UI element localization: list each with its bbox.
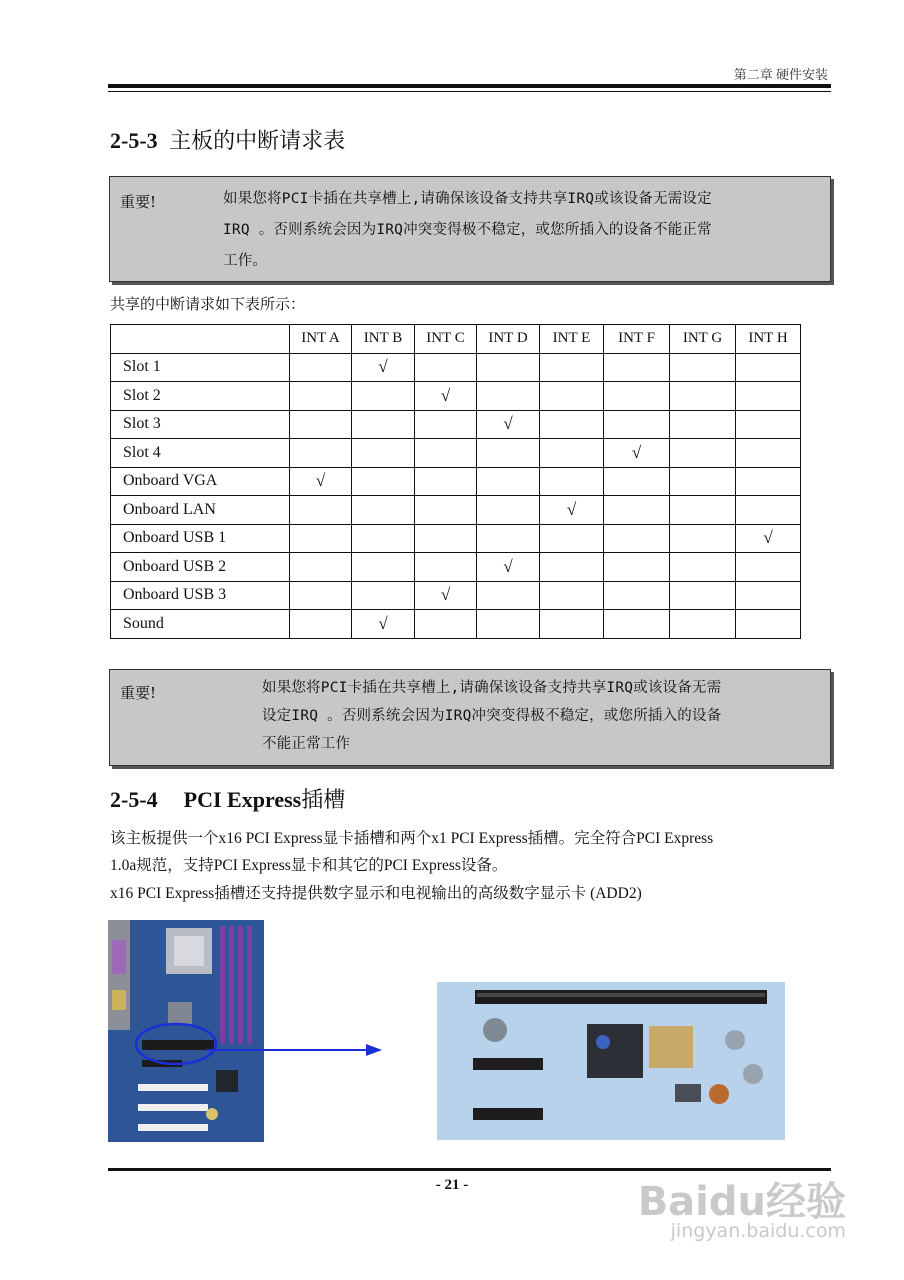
note-1-body xyxy=(223,184,828,277)
table-cell xyxy=(540,353,604,382)
table-cell xyxy=(290,610,352,639)
table-cell xyxy=(736,496,801,525)
table-cell: √ xyxy=(477,553,540,582)
note-2-line: 不能正常工作 xyxy=(262,736,351,752)
note-2-label: 重要! xyxy=(120,684,157,702)
table-cell xyxy=(290,410,352,439)
table-cell xyxy=(477,353,540,382)
table-cell xyxy=(736,467,801,496)
pointer-arrow-icon xyxy=(206,1040,386,1060)
header-rule-thin xyxy=(108,91,831,92)
table-cell xyxy=(415,496,477,525)
table-cell xyxy=(540,439,604,468)
column-header: INT D xyxy=(477,325,540,354)
table-cell xyxy=(670,581,736,610)
note-2-line: 如果您将PCI卡插在共享槽上,请确保该设备支持共享IRQ或该设备无需 xyxy=(262,680,722,696)
table-cell xyxy=(415,467,477,496)
note-2-line: 设定IRQ 。否则系统会因为IRQ冲突变得极不稳定，或您所插入的设备 xyxy=(262,708,722,724)
table-cell xyxy=(604,410,670,439)
table-row xyxy=(111,410,801,439)
irq-table xyxy=(110,324,801,639)
table-cell xyxy=(477,382,540,411)
motherboard-drawing xyxy=(108,920,264,1142)
table-cell xyxy=(736,439,801,468)
table-cell xyxy=(352,496,415,525)
table-cell xyxy=(477,581,540,610)
header-rule-thick xyxy=(108,84,831,88)
row-label: Slot 3 xyxy=(111,410,290,439)
table-cell xyxy=(290,524,352,553)
table-cell xyxy=(540,382,604,411)
note-1-line: 工作。 xyxy=(223,253,268,269)
section-253-number: 2-5-3 xyxy=(110,128,158,153)
table-cell: √ xyxy=(290,467,352,496)
table-cell xyxy=(290,439,352,468)
important-note-1 xyxy=(109,176,831,282)
table-cell xyxy=(352,410,415,439)
header-corner xyxy=(111,325,290,354)
table-cell: √ xyxy=(415,382,477,411)
column-header: INT E xyxy=(540,325,604,354)
row-label: Onboard USB 1 xyxy=(111,524,290,553)
table-cell xyxy=(736,382,801,411)
table-cell xyxy=(540,553,604,582)
motherboard-image xyxy=(108,920,264,1142)
table-cell xyxy=(352,382,415,411)
table-cell xyxy=(290,382,352,411)
table-cell xyxy=(670,553,736,582)
column-header: INT H xyxy=(736,325,801,354)
table-cell xyxy=(604,581,670,610)
table-cell xyxy=(477,467,540,496)
table-cell xyxy=(290,353,352,382)
table-cell xyxy=(415,439,477,468)
table-cell xyxy=(736,410,801,439)
table-cell xyxy=(604,553,670,582)
chapter-header: 第二章 硬件安装 xyxy=(733,67,828,82)
page-number: - 21 - xyxy=(435,1177,469,1193)
note-1-label: 重要! xyxy=(120,193,157,211)
row-label: Slot 2 xyxy=(111,382,290,411)
column-header: INT A xyxy=(290,325,352,354)
table-cell xyxy=(736,353,801,382)
table-cell xyxy=(290,496,352,525)
table-cell xyxy=(604,353,670,382)
row-label: Slot 4 xyxy=(111,439,290,468)
table-cell: √ xyxy=(477,410,540,439)
row-label: Slot 1 xyxy=(111,353,290,382)
table-cell xyxy=(415,553,477,582)
table-cell xyxy=(670,439,736,468)
table-row xyxy=(111,382,801,411)
paragraph-line: x16 PCI Express插槽还支持提供数字显示和电视输出的高级数字显示卡 (ADD2) xyxy=(110,885,642,902)
section-254-number: 2-5-4 xyxy=(110,787,158,812)
table-row xyxy=(111,496,801,525)
table-row xyxy=(111,524,801,553)
table-row xyxy=(111,439,801,468)
important-note-2 xyxy=(109,669,831,766)
baidu-watermark-logo: Baidu经验 xyxy=(637,1179,846,1225)
section-254-title-latin: PCI Express xyxy=(183,787,302,812)
table-cell xyxy=(540,581,604,610)
table-cell xyxy=(415,610,477,639)
table-cell xyxy=(290,553,352,582)
table-cell xyxy=(352,524,415,553)
table-cell xyxy=(540,410,604,439)
table-cell xyxy=(670,496,736,525)
table-cell xyxy=(670,353,736,382)
note-1-line: 如果您将PCI卡插在共享槽上,请确保该设备支持共享IRQ或该设备无需设定 xyxy=(223,191,712,207)
table-cell xyxy=(736,581,801,610)
row-label: Onboard USB 3 xyxy=(111,581,290,610)
table-cell xyxy=(670,410,736,439)
table-cell xyxy=(352,467,415,496)
table-cell: √ xyxy=(415,581,477,610)
table-cell xyxy=(415,410,477,439)
table-row xyxy=(111,353,801,382)
table-cell xyxy=(670,610,736,639)
note-1-line: IRQ 。否则系统会因为IRQ冲突变得极不稳定，或您所插入的设备不能正常 xyxy=(223,222,712,238)
table-cell xyxy=(670,382,736,411)
baidu-watermark-url: jingyan.baidu.com xyxy=(670,1220,846,1242)
column-header: INT F xyxy=(604,325,670,354)
table-cell xyxy=(415,524,477,553)
section-254-heading xyxy=(110,783,345,814)
table-cell xyxy=(477,496,540,525)
table-row xyxy=(111,610,801,639)
table-header-row xyxy=(111,325,801,354)
table-cell xyxy=(670,467,736,496)
table-cell: √ xyxy=(352,610,415,639)
table-cell xyxy=(670,524,736,553)
table-cell: √ xyxy=(604,439,670,468)
table-cell xyxy=(540,467,604,496)
section-253-heading xyxy=(110,124,345,155)
table-row xyxy=(111,553,801,582)
paragraph-line: 1.0a规范，支持PCI Express显卡和其它的PCI Express设备。 xyxy=(110,857,508,874)
table-cell xyxy=(477,439,540,468)
table-row xyxy=(111,467,801,496)
note-2-body xyxy=(262,674,828,758)
column-header: INT G xyxy=(670,325,736,354)
table-cell xyxy=(604,610,670,639)
paragraph-line: 该主板提供一个x16 PCI Express显卡插槽和两个x1 PCI Express插槽。完全符合PCI Express xyxy=(110,830,714,847)
row-label: Onboard LAN xyxy=(111,496,290,525)
table-cell xyxy=(540,610,604,639)
table-cell xyxy=(290,581,352,610)
table-cell xyxy=(604,467,670,496)
table-row xyxy=(111,581,801,610)
section-254-title-cjk: 插槽 xyxy=(301,788,346,813)
row-label: Onboard VGA xyxy=(111,467,290,496)
table-intro: 共享的中断请求如下表所示： xyxy=(110,295,306,313)
pcie-slots-drawing xyxy=(437,982,785,1140)
table-cell: √ xyxy=(540,496,604,525)
column-header: INT B xyxy=(352,325,415,354)
table-cell xyxy=(352,581,415,610)
table-cell xyxy=(604,382,670,411)
table-cell xyxy=(477,610,540,639)
table-cell xyxy=(604,496,670,525)
section-253-title: 主板的中断请求表 xyxy=(169,128,346,153)
table-cell xyxy=(540,524,604,553)
table-cell xyxy=(736,553,801,582)
table-cell xyxy=(352,439,415,468)
table-cell: √ xyxy=(352,353,415,382)
table-cell xyxy=(477,524,540,553)
table-cell: √ xyxy=(736,524,801,553)
table-cell xyxy=(604,524,670,553)
table-cell xyxy=(415,353,477,382)
table-cell xyxy=(352,553,415,582)
column-header: INT C xyxy=(415,325,477,354)
pcie-slots-closeup-image xyxy=(437,982,785,1140)
row-label: Sound xyxy=(111,610,290,639)
table-cell xyxy=(736,610,801,639)
row-label: Onboard USB 2 xyxy=(111,553,290,582)
